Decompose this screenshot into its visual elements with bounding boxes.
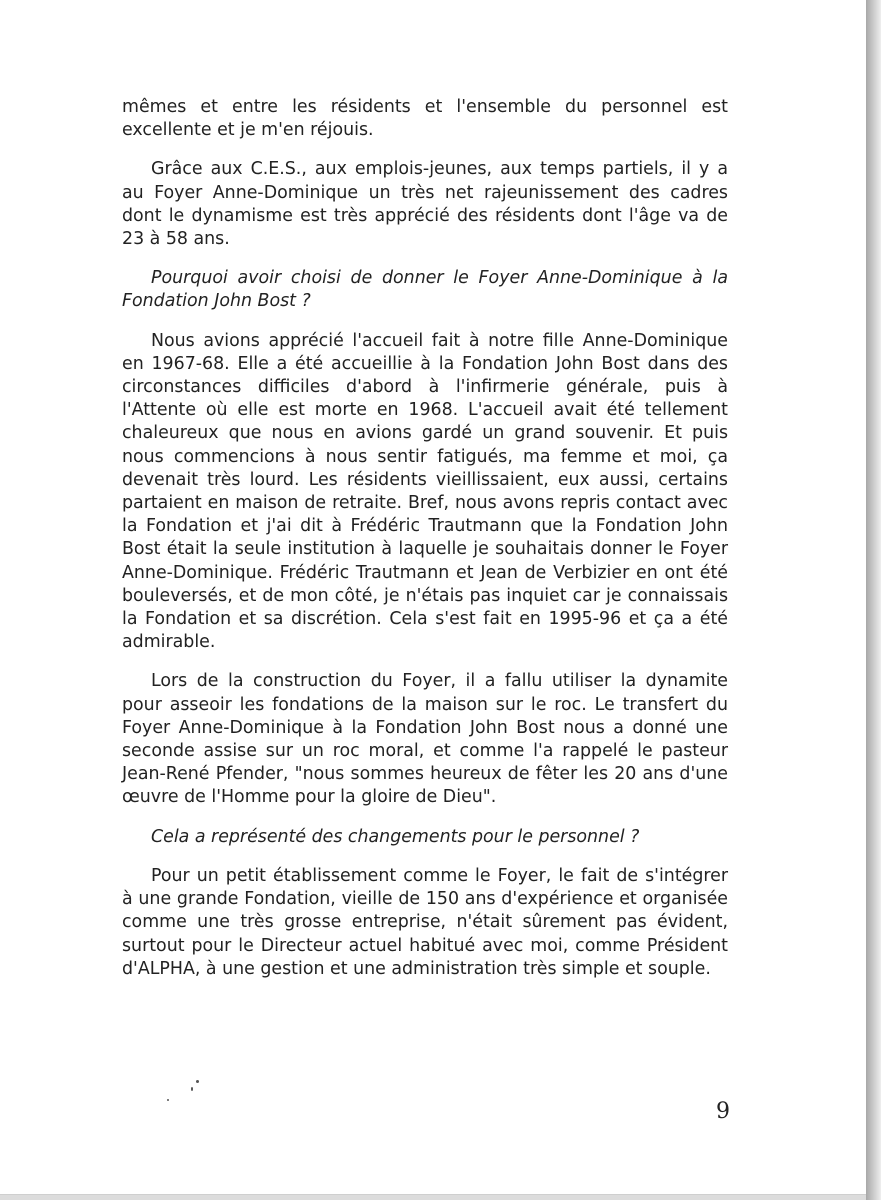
paragraph-staff: Grâce aux C.E.S., aux emplois-jeunes, aux temps partiels, il y a au Foyer Anne-Dominique un très net rajeunissement des cadres dont le dynamisme est très apprécié des résidents dont l'âge va de 23 à 58 ans.: [122, 159, 728, 250]
ink-speck: [167, 1099, 169, 1101]
paragraph-continuation: mêmes et entre les résidents et l'ensemble du personnel est excellente et je m'en réjouis.: [122, 97, 728, 141]
page-edge-shadow: [866, 0, 881, 1200]
interview-question-2: Cela a représenté des changements pour le personnel ?: [151, 826, 640, 847]
interview-question-1: Pourquoi avoir choisi de donner le Foyer Anne-Dominique à la Fondation John Bost ?: [122, 268, 728, 312]
ink-speck: [191, 1087, 193, 1091]
page-number: 9: [716, 1099, 730, 1124]
paragraph-answer-1: Nous avions apprécié l'accueil fait à notre fille Anne-Dominique en 1967-68. Elle a été accueillie à la Fondation John Bost dans des circonstances difficiles d'abord à l'infirmerie générale, puis à l'Attente où elle est morte en 1968. L'accueil avait été tellement chaleureux que nous en avions gardé un grand souvenir. Et puis nous commencions à nous sentir fatigués, ma femme et moi, ça devenait très lourd. Les résidents vieillissaient, eux aussi, certains partaient en maison de retraite. Bref, nous avons repris contact avec la Fondation et j'ai dit à Frédéric Trautmann que la Fondation John Bost était la seule institution à laquelle je souhaitais donner le Foyer Anne-Dominique. Frédéric Trautmann et Jean de Verbizier en ont été bouleversés, et de mon côté, je n'étais pas inquiet car je connaissais la Fondation et sa discrétion. Cela s'est fait en 1995-96 et ça a été admirable.: [122, 330, 728, 653]
paragraph-answer-2: Pour un petit établissement comme le Foyer, le fait de s'intégrer à une grande Fondation, vieille de 150 ans d'expérience et organisée comme une très grosse entreprise, n'était sûrement pas évident, surtout pour le Directeur actuel habitué avec moi, comme Président d'ALPHA, à une gestion et une administration très simple et souple.: [122, 865, 728, 979]
ink-speck: [196, 1080, 199, 1083]
body-text: [122, 96, 728, 997]
paragraph-construction: Lors de la construction du Foyer, il a fallu utiliser la dynamite pour asseoir les fondations de la maison sur le roc. Le transfert du Foyer Anne-Dominique à la Fondation John Bost nous a donné une seconde assise sur un roc moral, et comme l'a rappelé le pasteur Jean-René Pfender, "nous sommes heureux de fêter les 20 ans d'une œuvre de l'Homme pour la gloire de Dieu".: [122, 671, 728, 808]
